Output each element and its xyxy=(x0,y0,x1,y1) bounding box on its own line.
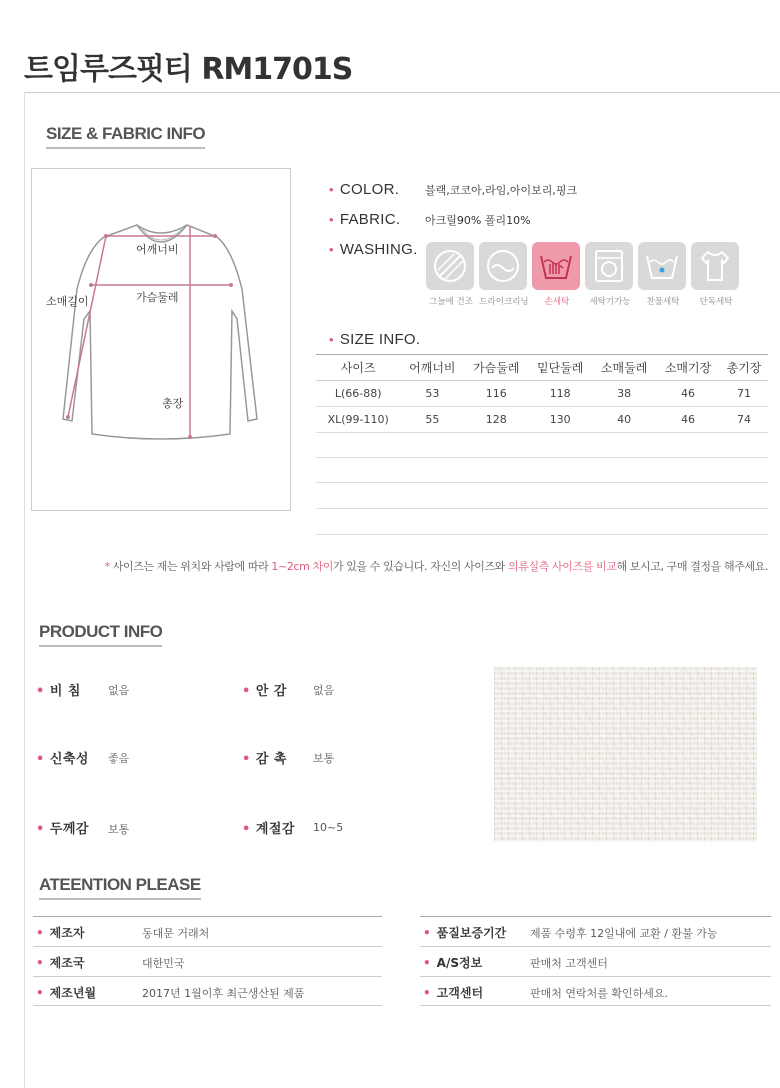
divider xyxy=(316,508,768,509)
wash-item xyxy=(532,242,582,307)
product-value: 10~5 xyxy=(313,821,344,834)
divider xyxy=(420,976,771,977)
fabric-value: 아크릴90% 폴리10% xyxy=(425,214,531,227)
size-table xyxy=(316,354,768,433)
wash-caption: 단독세탁 xyxy=(699,297,733,307)
wash-caption: 그늘에 건조 xyxy=(429,297,473,307)
attention-label: • 품질보증기간 xyxy=(423,926,507,940)
table-cell: 128 xyxy=(464,407,528,433)
table-cell: 38 xyxy=(592,381,656,407)
table-header: 총기장 xyxy=(720,355,768,381)
size-info-label: • SIZE INFO. xyxy=(329,331,421,348)
divider xyxy=(33,916,382,917)
table-cell: 53 xyxy=(400,381,464,407)
diagram-label-shoulder: 어깨너비 xyxy=(136,243,179,256)
dry-clean-icon xyxy=(479,242,527,290)
diagram-label-length: 총장 xyxy=(162,397,184,410)
separate-wash-icon xyxy=(691,242,739,290)
attention-label: • 제조자 xyxy=(36,926,85,940)
divider xyxy=(420,1005,771,1006)
table-header: 소매둘레 xyxy=(592,355,656,381)
table-cell: 118 xyxy=(528,381,592,407)
divider xyxy=(316,482,768,483)
divider xyxy=(420,916,771,917)
product-label: • 안 감 xyxy=(242,684,287,699)
divider xyxy=(24,92,25,1088)
hand-wash-icon xyxy=(532,242,580,290)
product-value: 없음 xyxy=(108,684,130,697)
table-header: 사이즈 xyxy=(316,355,400,381)
product-value: 없음 xyxy=(313,684,335,697)
divider xyxy=(420,946,771,947)
section-heading-attention: ATEENTION PLEASE xyxy=(39,875,201,894)
wash-item xyxy=(426,242,476,307)
wash-caption: 손세탁 xyxy=(544,297,570,307)
table-header: 밑단둘레 xyxy=(528,355,592,381)
product-value: 좋음 xyxy=(108,752,130,765)
divider xyxy=(316,457,768,458)
table-row xyxy=(316,381,768,407)
wash-item xyxy=(479,242,529,307)
table-cell: 40 xyxy=(592,407,656,433)
attention-value: 판매처 고객센터 xyxy=(530,957,608,970)
table-cell: L(66-88) xyxy=(316,381,400,407)
wash-caption: 드라이크리닝 xyxy=(479,297,529,307)
diagram-label-chest: 가슴둘레 xyxy=(136,291,179,304)
table-header: 어깨너비 xyxy=(400,355,464,381)
table-header: 소매기장 xyxy=(656,355,720,381)
table-cell: XL(99-110) xyxy=(316,407,400,433)
attention-value: 2017년 1월이후 최근생산된 제품 xyxy=(142,987,305,1000)
table-cell: 74 xyxy=(720,407,768,433)
table-cell: 130 xyxy=(528,407,592,433)
color-label: • COLOR. xyxy=(329,181,400,198)
wash-caption: 찬물세탁 xyxy=(646,297,680,307)
fabric-swatch-image xyxy=(494,667,757,842)
table-header: 가슴둘레 xyxy=(464,355,528,381)
product-value: 보통 xyxy=(108,823,130,836)
attention-label: • 제조국 xyxy=(36,956,85,970)
washing-label: • WASHING. xyxy=(329,241,418,258)
color-value: 블랙,코코아,라임,아이보리,핑크 xyxy=(425,184,578,197)
section-heading-product: PRODUCT INFO xyxy=(39,622,163,641)
fabric-label: • FABRIC. xyxy=(329,211,401,228)
attention-value: 동대문 거래처 xyxy=(142,927,210,940)
divider xyxy=(316,534,768,535)
attention-value: 판매처 연락처를 확인하세요. xyxy=(530,987,669,1000)
tshirt-outline-icon xyxy=(32,169,292,512)
product-value: 보통 xyxy=(313,752,335,765)
divider xyxy=(24,92,780,93)
attention-label: • 제조년월 xyxy=(36,986,97,1000)
product-label: • 감 촉 xyxy=(242,752,287,767)
product-label: • 계절감 xyxy=(242,822,295,837)
divider xyxy=(33,1005,382,1006)
washing-machine-icon xyxy=(585,242,633,290)
table-cell: 46 xyxy=(656,407,720,433)
table-cell: 55 xyxy=(400,407,464,433)
size-diagram xyxy=(31,168,291,511)
product-label: • 신축성 xyxy=(36,752,89,767)
wash-item xyxy=(638,242,688,307)
table-cell: 46 xyxy=(656,381,720,407)
product-label: • 두께감 xyxy=(36,822,89,837)
divider xyxy=(33,976,382,977)
attention-label: • 고객센터 xyxy=(423,986,484,1000)
attention-label: • A/S정보 xyxy=(423,956,483,970)
page-title: 트임루즈핏티 RM1701S xyxy=(24,52,353,87)
table-cell: 71 xyxy=(720,381,768,407)
section-heading-size-fabric: SIZE & FABRIC INFO xyxy=(46,124,206,143)
size-note: * 사이즈는 재는 위치와 사람에 따라 1~2cm 차이가 있을 수 있습니다. 자신의 사이즈와 의류실측 사이즈를 비교해 보시고, 구매 결정을 해주세요. xyxy=(104,560,768,573)
divider xyxy=(33,946,382,947)
diagram-label-sleeve: 소매길이 xyxy=(46,295,89,308)
shade-dry-icon xyxy=(426,242,474,290)
cold-wash-icon xyxy=(638,242,686,290)
attention-value: 대한민국 xyxy=(142,957,185,970)
attention-value: 제품 수령후 12일내에 교환 / 환불 가능 xyxy=(530,927,718,940)
table-row xyxy=(316,407,768,433)
table-cell: 116 xyxy=(464,381,528,407)
table-header-row xyxy=(316,355,768,381)
wash-item xyxy=(691,242,741,307)
product-label: • 비 침 xyxy=(36,684,81,699)
wash-item xyxy=(585,242,635,307)
wash-caption: 세탁기가능 xyxy=(589,297,631,307)
